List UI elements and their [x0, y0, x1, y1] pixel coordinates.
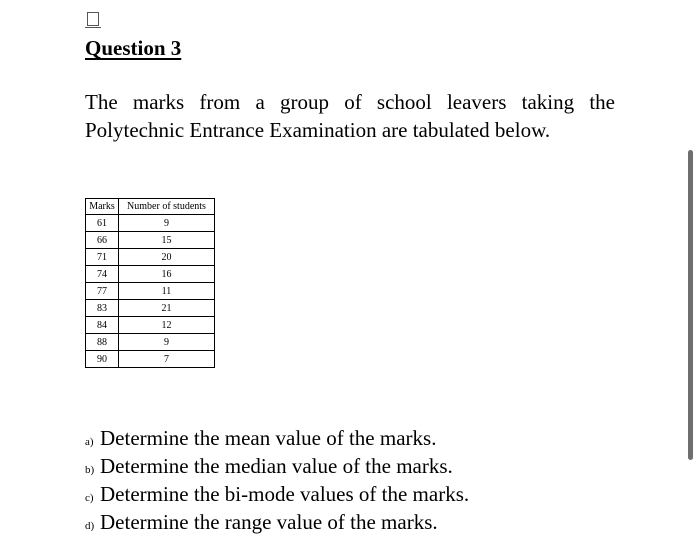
- vertical-scrollbar[interactable]: [688, 150, 693, 460]
- marks-cell: 83: [86, 300, 119, 317]
- table-row: [86, 317, 215, 334]
- question-text: Determine the median value of the marks.: [100, 454, 453, 478]
- list-item: [85, 424, 469, 452]
- question-text: Determine the mean value of the marks.: [100, 426, 437, 450]
- students-cell: 21: [119, 300, 215, 317]
- students-cell: 20: [119, 249, 215, 266]
- question-intro: The marks from a group of school leavers taking the Polytechnic Entrance Examination are tabulated below.: [85, 90, 615, 142]
- question-letter: c): [85, 492, 94, 504]
- students-cell: 12: [119, 317, 215, 334]
- table-row: [86, 266, 215, 283]
- list-item: [85, 452, 469, 480]
- students-cell: 7: [119, 351, 215, 368]
- question-letter: d): [85, 520, 95, 532]
- marks-cell: 90: [86, 351, 119, 368]
- question-text: Determine the bi-mode values of the marks.: [100, 482, 470, 506]
- marks-cell: 88: [86, 334, 119, 351]
- question-title: Question 3: [85, 36, 182, 60]
- marks-table: [85, 198, 215, 368]
- list-item: [85, 480, 469, 508]
- table-row: [86, 232, 215, 249]
- table-row: [86, 300, 215, 317]
- table-row: [86, 351, 215, 368]
- question-letter: a): [85, 436, 94, 448]
- marks-cell: 61: [86, 215, 119, 232]
- checkbox-icon: [87, 12, 99, 26]
- marks-cell: 77: [86, 283, 119, 300]
- question-list: [85, 424, 469, 536]
- table-row: [86, 283, 215, 300]
- marks-cell: 71: [86, 249, 119, 266]
- students-cell: 9: [119, 215, 215, 232]
- list-item: [85, 508, 469, 536]
- column-header-students: Number of students: [119, 199, 215, 215]
- marks-cell: 84: [86, 317, 119, 334]
- students-cell: 16: [119, 266, 215, 283]
- table-row: [86, 334, 215, 351]
- question-letter: b): [85, 464, 95, 476]
- question-text: Determine the range value of the marks.: [100, 510, 438, 534]
- marks-cell: 74: [86, 266, 119, 283]
- marks-cell: 66: [86, 232, 119, 249]
- column-header-marks: Marks: [86, 199, 119, 215]
- students-cell: 15: [119, 232, 215, 249]
- table-row: [86, 249, 215, 266]
- students-cell: 11: [119, 283, 215, 300]
- table-row: [86, 215, 215, 232]
- students-cell: 9: [119, 334, 215, 351]
- table-header-row: [86, 199, 215, 215]
